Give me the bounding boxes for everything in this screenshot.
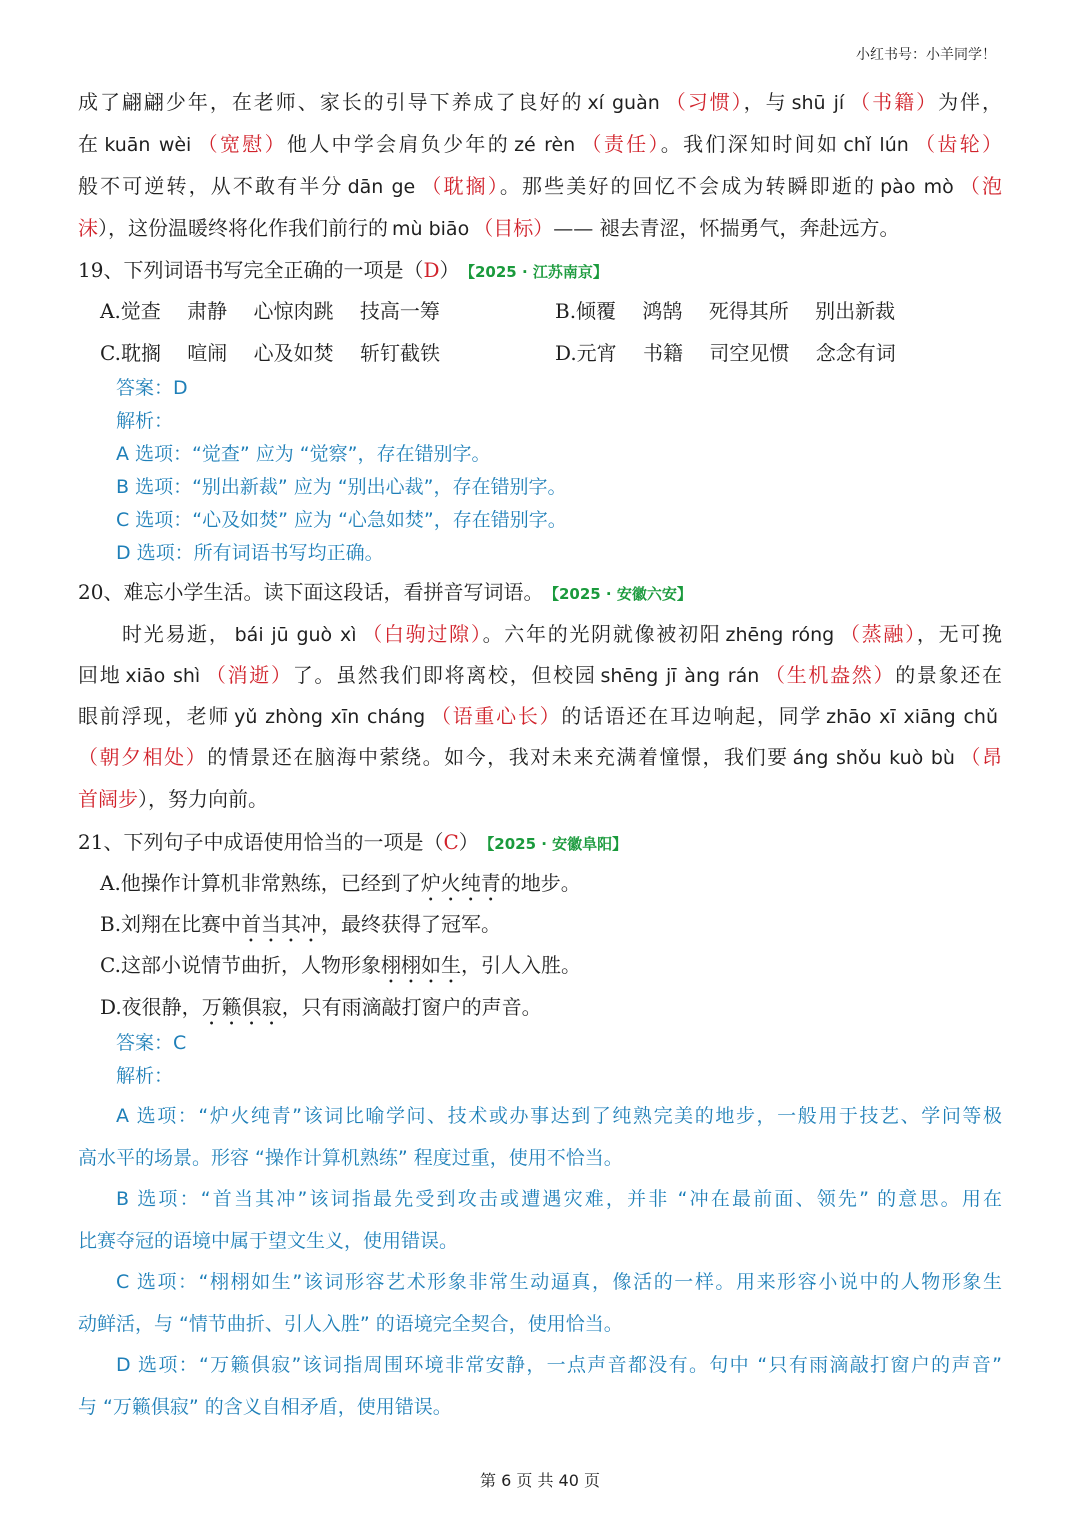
q20-line-4: （朝夕相处）的情景还在脑海中萦绕。如今，我对未来充满着憧憬，我们要 áng shǒu kuò bù （昂: [78, 745, 1003, 769]
answer-word: （语重心长）: [429, 704, 562, 728]
answer-word: （生机盎然）: [763, 663, 896, 687]
pinyin: zé rèn: [514, 134, 576, 156]
source-tag: 【2025 · 安徽六安】: [551, 585, 692, 603]
answer-mark: D: [423, 258, 440, 282]
intro-line-2: 在 kuān wèi （宽慰）他人中学会肩负少年的 zé rèn （责任）。我们深知时间如 chǐ lún （齿轮）: [78, 132, 1003, 156]
q19-analysis-c: C 选项：“心及如焚” 应为 “心急如焚”，存在错别字。: [116, 509, 567, 531]
q21-analysis-label: 解析：: [116, 1065, 174, 1087]
q19-option-c: C.耽搁 喧闹 心及如焚 斩钉截铁: [100, 341, 441, 365]
q20-line-1: 时光易逝， bái jū guò xì （白驹过隙）。六年的光阴就像被初阳 zhēng róng （蒸融），无可挽: [122, 622, 1003, 646]
emphasized-idiom: 栩栩如生: [380, 953, 461, 977]
q20-line-2: 回地 xiāo shì （消逝）了。虽然我们即将离校，但校园 shēng jī àng rán （生机盎然）的景象还在: [78, 663, 1003, 687]
pinyin: chǐ lún: [843, 134, 909, 156]
answer-word: （昂: [958, 745, 1003, 769]
q21-analysis-d-line-1: D 选项：“万籁俱寂”该词指周围环境非常安静，一点声音都没有。句中 “只有雨滴敲打窗户的声音”: [116, 1354, 1002, 1376]
answer-word: （目标）: [473, 216, 554, 240]
pinyin: zhēng róng: [725, 624, 835, 646]
pinyin: shēng jī àng rán: [600, 665, 760, 687]
answer-word: （蒸融）: [838, 622, 917, 646]
q21-analysis-c-line-1: C 选项：“栩栩如生”该词形容艺术形象非常生动逼真，像活的一样。用来形容小说中的人物形象生: [116, 1271, 1002, 1293]
answer-word: （消逝）: [204, 663, 293, 687]
emphasized-idiom: 炉火纯青: [420, 871, 501, 895]
answer-word: （耽搁）: [419, 174, 500, 198]
q21-answer: 答案：C: [116, 1032, 187, 1054]
q19-analysis-b: B 选项：“别出新裁” 应为 “别出心裁”，存在错别字。: [116, 476, 567, 498]
pinyin: bái jū guò xì: [234, 624, 357, 646]
source-tag: 【2025 · 江苏南京】: [467, 263, 608, 281]
q21-analysis-a-line-2: 高水平的场景。形容 “操作计算机熟练” 程度过重，使用不恰当。: [78, 1147, 623, 1169]
answer-word: （责任）: [579, 132, 661, 156]
answer-word: 首阔步: [78, 787, 138, 811]
answer-word: （齿轮）: [912, 132, 1003, 156]
pinyin: xiāo shì: [125, 665, 201, 687]
pinyin: áng shǒu kuò bù: [792, 747, 955, 769]
answer-word: （习惯）: [663, 90, 744, 114]
q20-stem: 20、难忘小学生活。读下面这段话，看拼音写词语。 【2025 · 安徽六安】: [78, 580, 692, 604]
page-header: 小红书号：小羊同学！: [856, 47, 996, 63]
page-footer: 第 6 页 共 40 页: [480, 1471, 600, 1490]
intro-line-1: 成了翩翩少年，在老师、家长的引导下养成了良好的 xí guàn （习惯），与 shū jí （书籍）为伴，: [78, 90, 1003, 114]
answer-mark: C: [443, 830, 459, 854]
pinyin: pào mò: [880, 176, 954, 198]
q19-analysis-d: D 选项：所有词语书写均正确。: [116, 542, 384, 564]
q21-analysis-a-line-1: A 选项：“炉火纯青”该词比喻学问、技术或办事达到了纯熟完美的地步，一般用于技艺、学问等极: [116, 1105, 1002, 1127]
q21-analysis-d-line-2: 与 “万籁俱寂” 的含义自相矛盾，使用错误。: [78, 1396, 452, 1418]
q19-option-b: B.倾覆 鸿鹄 死得其所 别出新裁: [555, 299, 896, 323]
intro-line-3: 般不可逆转，从不敢有半分 dān ge （耽搁）。那些美好的回忆不会成为转瞬即逝的 pào mò （泡: [78, 174, 1003, 198]
intro-line-4: 沫），这份温暖终将化作我们前行的 mù biāo （目标）—— 褪去青涩，怀揣勇气，奔赴远方。: [78, 216, 900, 240]
q21-analysis-b-line-1: B 选项：“首当其冲”该词指最先受到攻击或遭遇灾难，并非 “冲在最前面、领先” 的意思。用在: [116, 1188, 1002, 1210]
pinyin: yǔ zhòng xīn cháng: [234, 706, 426, 728]
q21-option-a: A.他操作计算机非常熟练，已经到了炉火纯青的地步。: [100, 871, 581, 895]
q19-stem: 19、下列词语书写完全正确的一项是（D） 【2025 · 江苏南京】: [78, 258, 608, 282]
pinyin: xí guàn: [587, 92, 660, 114]
q19-analysis-label: 解析：: [116, 410, 174, 432]
emphasized-idiom: 首当其冲: [241, 912, 322, 936]
answer-word: 沫: [78, 216, 98, 240]
answer-word: （白驹过隙）: [360, 622, 483, 646]
answer-word: （朝夕相处）: [78, 745, 208, 769]
q20-line-3: 眼前浮现，老师 yǔ zhòng xīn cháng （语重心长）的话语还在耳边响起，同学 zhāo xī xiāng chǔ: [78, 704, 999, 728]
q21-option-c: C.这部小说情节曲折，人物形象栩栩如生，引人入胜。: [100, 953, 581, 977]
source-tag: 【2025 · 安徽阜阳】: [486, 835, 628, 853]
answer-word: （宽慰）: [195, 132, 287, 156]
q21-analysis-c-line-2: 动鲜活，与 “情节曲折、引人入胜” 的语境完全契合，使用恰当。: [78, 1313, 623, 1335]
q21-analysis-b-line-2: 比赛夺冠的语境中属于望文生义，使用错误。: [78, 1230, 459, 1252]
q21-option-b: B.刘翔在比赛中首当其冲，最终获得了冠军。: [100, 912, 502, 936]
q19-option-d: D.元宵 书籍 司空见惯 念念有词: [555, 341, 896, 365]
q21-option-d: D.夜很静，万籁俱寂，只有雨滴敲打窗户的声音。: [100, 995, 542, 1019]
emphasized-idiom: 万籁俱寂: [201, 995, 282, 1019]
q19-analysis-a: A 选项：“觉查” 应为 “觉察”，存在错别字。: [116, 443, 491, 465]
q20-line-5: 首阔步），努力向前。: [78, 787, 268, 811]
q19-answer: 答案：D: [116, 377, 188, 399]
answer-word: （泡: [957, 174, 1003, 198]
q21-stem: 21、下列句子中成语使用恰当的一项是（C） 【2025 · 安徽阜阳】: [78, 830, 628, 854]
pinyin: kuān wèi: [104, 134, 192, 156]
pinyin: dān ge: [347, 176, 416, 198]
pinyin: shū jí: [791, 92, 845, 114]
pinyin: mù biāo: [392, 218, 470, 240]
pinyin: zhāo xī xiāng chǔ: [826, 706, 999, 728]
q19-option-a: A.觉查 肃静 心惊肉跳 技高一筹: [100, 299, 440, 323]
answer-word: （书籍）: [848, 90, 939, 114]
